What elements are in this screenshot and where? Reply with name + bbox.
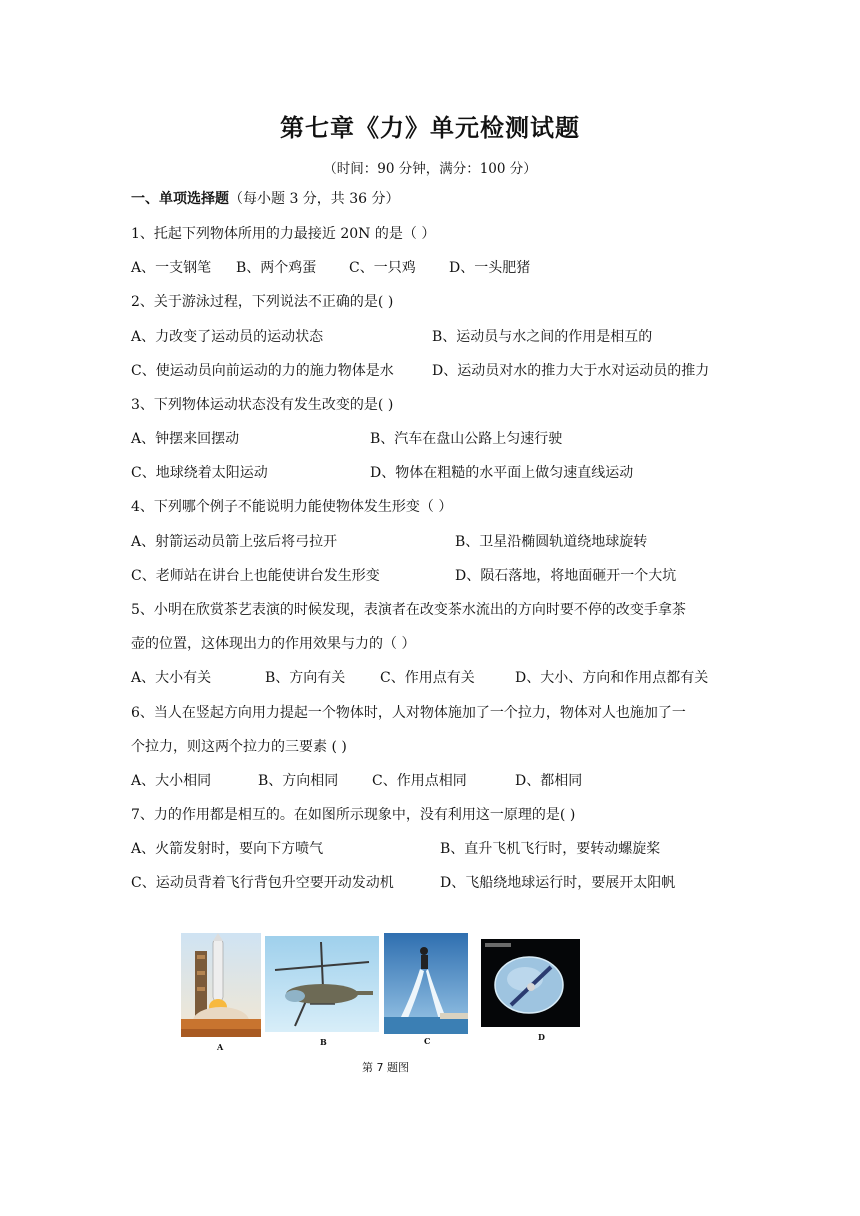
question-6-stem-line-2: 个拉力，则这两个拉力的三要素 ( ) [131, 739, 347, 755]
question-4-option-c: C、老师站在讲台上也能使讲台发生形变 [131, 568, 380, 584]
question-6-option-b: B、方向相同 [258, 773, 339, 789]
figure-label-d: D [538, 1032, 545, 1042]
question-7-option-c: C、运动员背着飞行背包升空要开动发动机 [131, 875, 394, 891]
section-title: 一、单项选择题 [131, 191, 229, 207]
question-6-option-a: A、大小相同 [131, 773, 212, 789]
figure-label-a: A [217, 1042, 224, 1052]
question-5-stem-line-1: 5、小明在欣赏茶艺表演的时候发现，表演者在改变茶水流出的方向时要不停的改变手拿茶 [131, 602, 686, 618]
question-2-option-c: C、使运动员向前运动的力的施力物体是水 [131, 363, 394, 379]
page-title: 第七章《力》单元检测试题 [280, 114, 580, 142]
question-4-option-d: D、陨石落地，将地面砸开一个大坑 [455, 568, 677, 584]
question-6-option-c: C、作用点相同 [372, 773, 467, 789]
section-heading [131, 189, 400, 209]
figure-label-c: C [424, 1036, 431, 1046]
question-7-option-b: B、直升飞机飞行时，要转动螺旋桨 [440, 841, 661, 857]
question-5-option-a: A、大小有关 [131, 670, 212, 686]
question-5-option-d: D、大小、方向和作用点都有关 [515, 670, 709, 686]
question-1-option-d: D、一头肥猪 [449, 260, 531, 276]
page-subtitle: （时间：90 分钟，满分：100 分） [323, 161, 537, 177]
question-5-option-c: C、作用点有关 [380, 670, 475, 686]
question-6-stem-line-1: 6、当人在竖起方向用力提起一个物体时，人对物体施加了一个拉力，物体对人也施加了一 [131, 705, 686, 721]
question-2-option-a: A、力改变了运动员的运动状态 [131, 329, 324, 345]
figure-photo-helicopter [265, 936, 379, 1032]
figure-photo-solar-sail [481, 939, 580, 1027]
question-1-stem: 1、托起下列物体所用的力最接近 20N 的是（ ） [131, 226, 436, 242]
question-4-stem: 4、下列哪个例子不能说明力能使物体发生形变（ ） [131, 499, 453, 515]
question-3-stem: 3、下列物体运动状态没有发生改变的是( ) [131, 397, 394, 413]
question-4-option-b: B、卫星沿椭圆轨道绕地球旋转 [455, 534, 648, 550]
rocket-launch-image [181, 933, 261, 1037]
question-6-option-d: D、都相同 [515, 773, 583, 789]
question-7-option-a: A、火箭发射时，要向下方喷气 [131, 841, 324, 857]
figure-caption: 第 7 题图 [362, 1061, 409, 1074]
question-1-option-b: B、两个鸡蛋 [236, 260, 317, 276]
solar-sail-image [481, 939, 580, 1027]
question-2-option-d: D、运动员对水的推力大于水对运动员的推力 [432, 363, 710, 379]
question-3-option-a: A、钟摆来回摆动 [131, 431, 240, 447]
section-note: （每小题 3 分，共 36 分） [229, 191, 400, 207]
question-4-option-a: A、射箭运动员箭上弦后将弓拉开 [131, 534, 338, 550]
question-3-option-c: C、地球绕着太阳运动 [131, 465, 268, 481]
question-7-option-d: D、飞船绕地球运行时，要展开太阳帆 [440, 875, 676, 891]
question-1-option-c: C、一只鸡 [349, 260, 416, 276]
figure-label-b: B [320, 1037, 327, 1047]
jetpack-image [384, 933, 468, 1034]
question-2-stem: 2、关于游泳过程，下列说法不正确的是( ) [131, 294, 394, 310]
figure-photo-jetpack [384, 933, 468, 1034]
figure-photo-rocket [181, 933, 261, 1037]
helicopter-image [265, 936, 379, 1032]
question-3-option-d: D、物体在粗糙的水平面上做匀速直线运动 [370, 465, 634, 481]
question-5-stem-line-2: 壶的位置，这体现出力的作用效果与力的（ ） [131, 636, 416, 652]
question-5-option-b: B、方向有关 [265, 670, 346, 686]
question-2-option-b: B、运动员与水之间的作用是相互的 [432, 329, 653, 345]
question-7-stem: 7、力的作用都是相互的。在如图所示现象中，没有利用这一原理的是( ) [131, 807, 576, 823]
question-1-option-a: A、一支钢笔 [131, 260, 212, 276]
question-3-option-b: B、汽车在盘山公路上匀速行驶 [370, 431, 563, 447]
